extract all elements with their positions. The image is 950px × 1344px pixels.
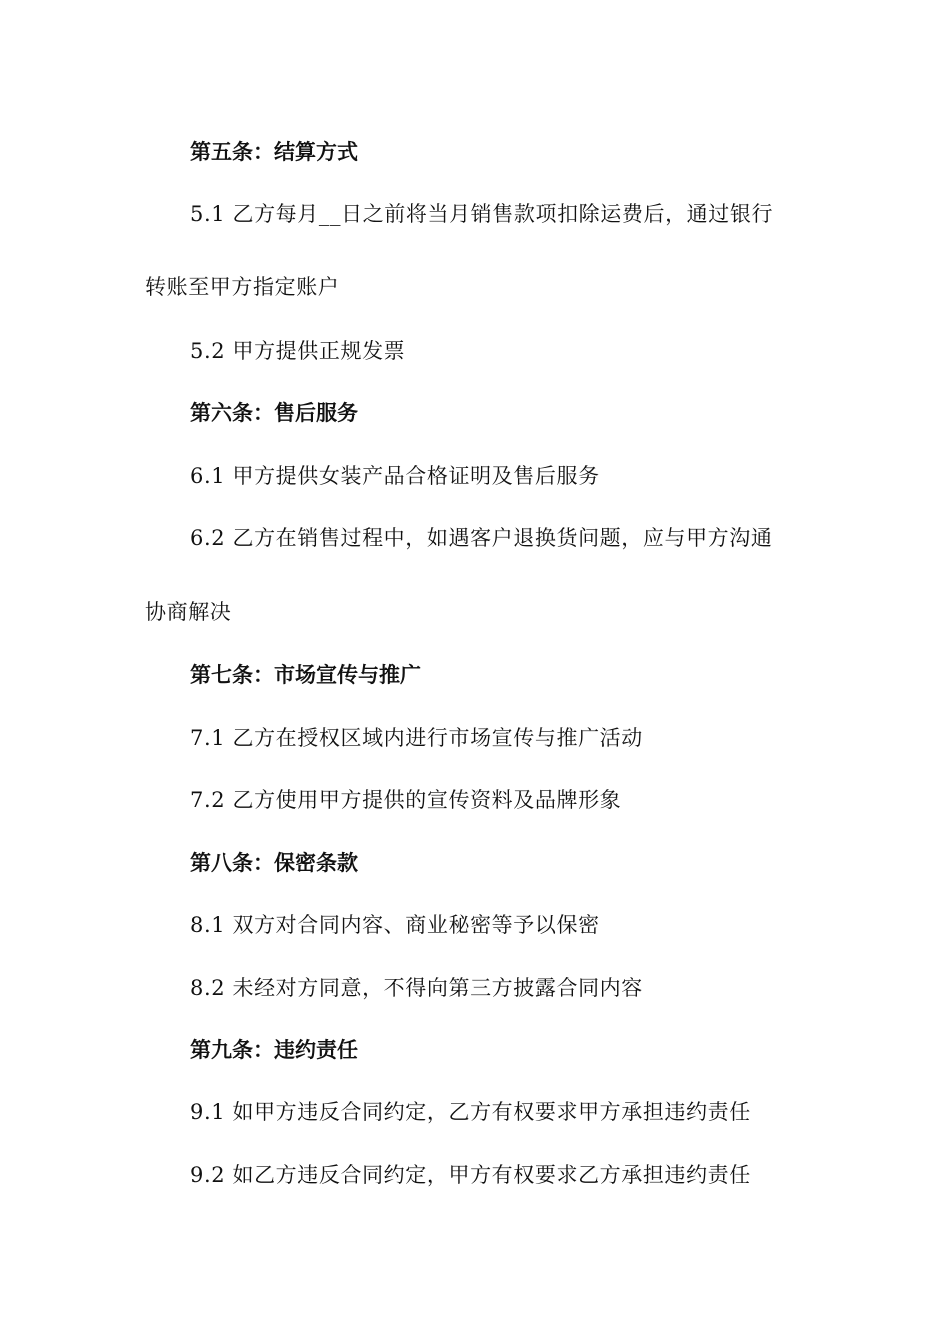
clause-7-1: 7.1 乙方在授权区域内进行市场宣传与推广活动 <box>190 726 643 750</box>
clause-9-1: 9.1 如甲方违反合同约定，乙方有权要求甲方承担违约责任 <box>190 1100 751 1124</box>
clause-5-2: 5.2 甲方提供正规发票 <box>190 339 406 363</box>
section-heading-7: 第七条：市场宣传与推广 <box>190 663 421 687</box>
clause-5-1: 5.1 乙方每月__日之前将当月销售款项扣除运费后，通过银行 <box>190 202 774 226</box>
section-heading-6: 第六条：售后服务 <box>190 401 358 425</box>
section-heading-8: 第八条：保密条款 <box>190 851 358 875</box>
clause-6-1: 6.1 甲方提供女装产品合格证明及售后服务 <box>190 464 600 488</box>
clause-7-2: 7.2 乙方使用甲方提供的宣传资料及品牌形象 <box>190 788 622 812</box>
section-heading-5: 第五条：结算方式 <box>190 140 358 164</box>
clause-5-1-continued: 转账至甲方指定账户 <box>145 275 340 299</box>
clause-6-2-continued: 协商解决 <box>145 600 232 624</box>
clause-8-1: 8.1 双方对合同内容、商业秘密等予以保密 <box>190 913 600 937</box>
section-heading-9: 第九条：违约责任 <box>190 1038 358 1062</box>
clause-8-2: 8.2 未经对方同意，不得向第三方披露合同内容 <box>190 976 643 1000</box>
clause-6-2: 6.2 乙方在销售过程中，如遇客户退换货问题，应与甲方沟通 <box>190 526 773 550</box>
clause-9-2: 9.2 如乙方违反合同约定，甲方有权要求乙方承担违约责任 <box>190 1163 751 1187</box>
